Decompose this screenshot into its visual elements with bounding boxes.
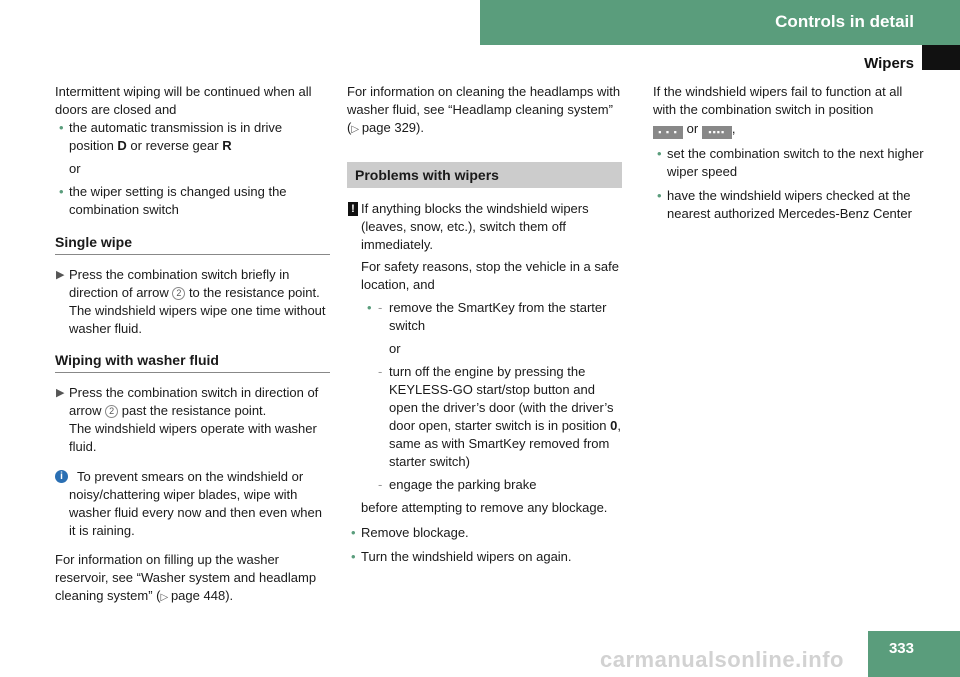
dash-icon: - <box>378 477 383 492</box>
before-text: before attempting to remove any blockage. <box>361 500 608 515</box>
warning-icon: ! <box>348 202 358 216</box>
arrow-number-icon: 2 <box>172 287 185 300</box>
list-item: • Remove blockage. <box>351 525 469 540</box>
washer-heading: Wiping with washer fluid <box>55 351 330 373</box>
bullet-icon: • <box>351 549 356 564</box>
problems-heading: Problems with wipers <box>347 162 622 188</box>
watermark: carmanualsonline.info <box>600 647 844 672</box>
bullet-icon: • <box>657 146 662 161</box>
list-item: • the wiper setting is changed using the combination switch <box>59 184 287 217</box>
step-arrow-icon: ▶ <box>56 387 65 399</box>
switch-positions: ▪ ▪ ▪ or ▪▪▪▪ , <box>653 120 928 139</box>
list-item: - turn off the engine by pressing the KEYLESS-GO start/stop button and open the driver’s door (with the driver’s door open, starter switch is in position 0, same as with SmartKey removed from starter switch) <box>378 364 621 469</box>
section-title: Controls in detail <box>775 12 914 31</box>
warning-note: ! If anything blocks the windshield wipers (leaves, snow, etc.), switch them off immediately. For safety reasons, stop the vehicle in a safe location, and • - remove the SmartKey from the starter switch or - turn off the engine by pressing the KEYLESS-GO start/stop button and open the driver’s door (with the driver’s door open, starter switch is in position 0, same as with SmartKey removed from starter switch) - engage the parking brake before attempting to remove any blockage. <box>347 200 622 517</box>
list-item: • have the windshield wipers checked at the nearest authorized Mercedes-Benz Center <box>657 188 912 221</box>
instruction-step: ▶ Press the combination switch in direction of arrow 2 past the resistance point. The windshield wipers operate with washer fluid. <box>56 385 319 454</box>
page-number: 333 <box>888 640 914 657</box>
page-pointer-icon: ▷ <box>160 592 171 603</box>
page-link[interactable]: page 448 <box>170 588 226 603</box>
page-number-box <box>868 631 960 677</box>
wiper-speed-1-icon: ▪ ▪ ▪ <box>653 126 683 139</box>
single-wipe-heading: Single wipe <box>55 233 330 255</box>
bullet-icon: • <box>59 120 64 135</box>
page-link[interactable]: page 329 <box>361 120 417 135</box>
list-item: - engage the parking brake <box>378 477 537 492</box>
arrow-number-icon: 2 <box>105 405 118 418</box>
or-text: or <box>69 161 81 176</box>
list-item: • set the combination switch to the next higher wiper speed <box>657 146 924 179</box>
dash-icon: - <box>378 300 383 315</box>
subsection-title: Wipers <box>864 55 914 72</box>
bullet-icon: • <box>59 184 64 199</box>
info-note: i To prevent smears on the windshield or noisy/chattering wiper blades, wipe with washer fluid every now and then even when it is raining. <box>55 468 330 540</box>
wiper-speed-2-icon: ▪▪▪▪ <box>702 126 732 139</box>
step-result: The windshield wipers operate with washer fluid. <box>69 421 317 454</box>
bullet-icon: • <box>367 300 372 315</box>
step-result: The windshield wipers wipe one time without washer fluid. <box>69 303 326 336</box>
list-item: • - remove the SmartKey from the starter switch <box>367 300 607 333</box>
info-icon: i <box>55 470 68 483</box>
list-item: • the automatic transmission is in drive position D or reverse gear R <box>59 120 283 153</box>
instruction-step: ▶ Press the combination switch briefly in direction of arrow 2 to the resistance point. The windshield wipers wipe one time without washer fluid. <box>56 267 326 336</box>
column-3 <box>653 83 928 223</box>
column-2 <box>347 83 622 566</box>
dash-icon: - <box>378 364 383 379</box>
intro-text: Intermittent wiping will be continued when all doors are closed and <box>55 84 312 117</box>
intro-text: If the windshield wipers fail to function at all with the combination switch in position <box>653 84 903 117</box>
filling-reference: For information on filling up the washer reservoir, see “Washer system and headlamp cleaning system” (▷ page 448). <box>55 552 317 603</box>
bullet-icon: • <box>351 525 356 540</box>
cleaning-reference: For information on cleaning the headlamps with washer fluid, see “Headlamp cleaning system” (▷ page 329). <box>347 84 621 135</box>
column-1 <box>55 83 330 607</box>
or-text: or <box>389 341 401 356</box>
list-item: • Turn the windshield wipers on again. <box>351 549 572 564</box>
step-arrow-icon: ▶ <box>56 269 65 281</box>
page-pointer-icon: ▷ <box>351 124 362 135</box>
section-tab <box>922 45 960 70</box>
bullet-icon: • <box>657 188 662 203</box>
